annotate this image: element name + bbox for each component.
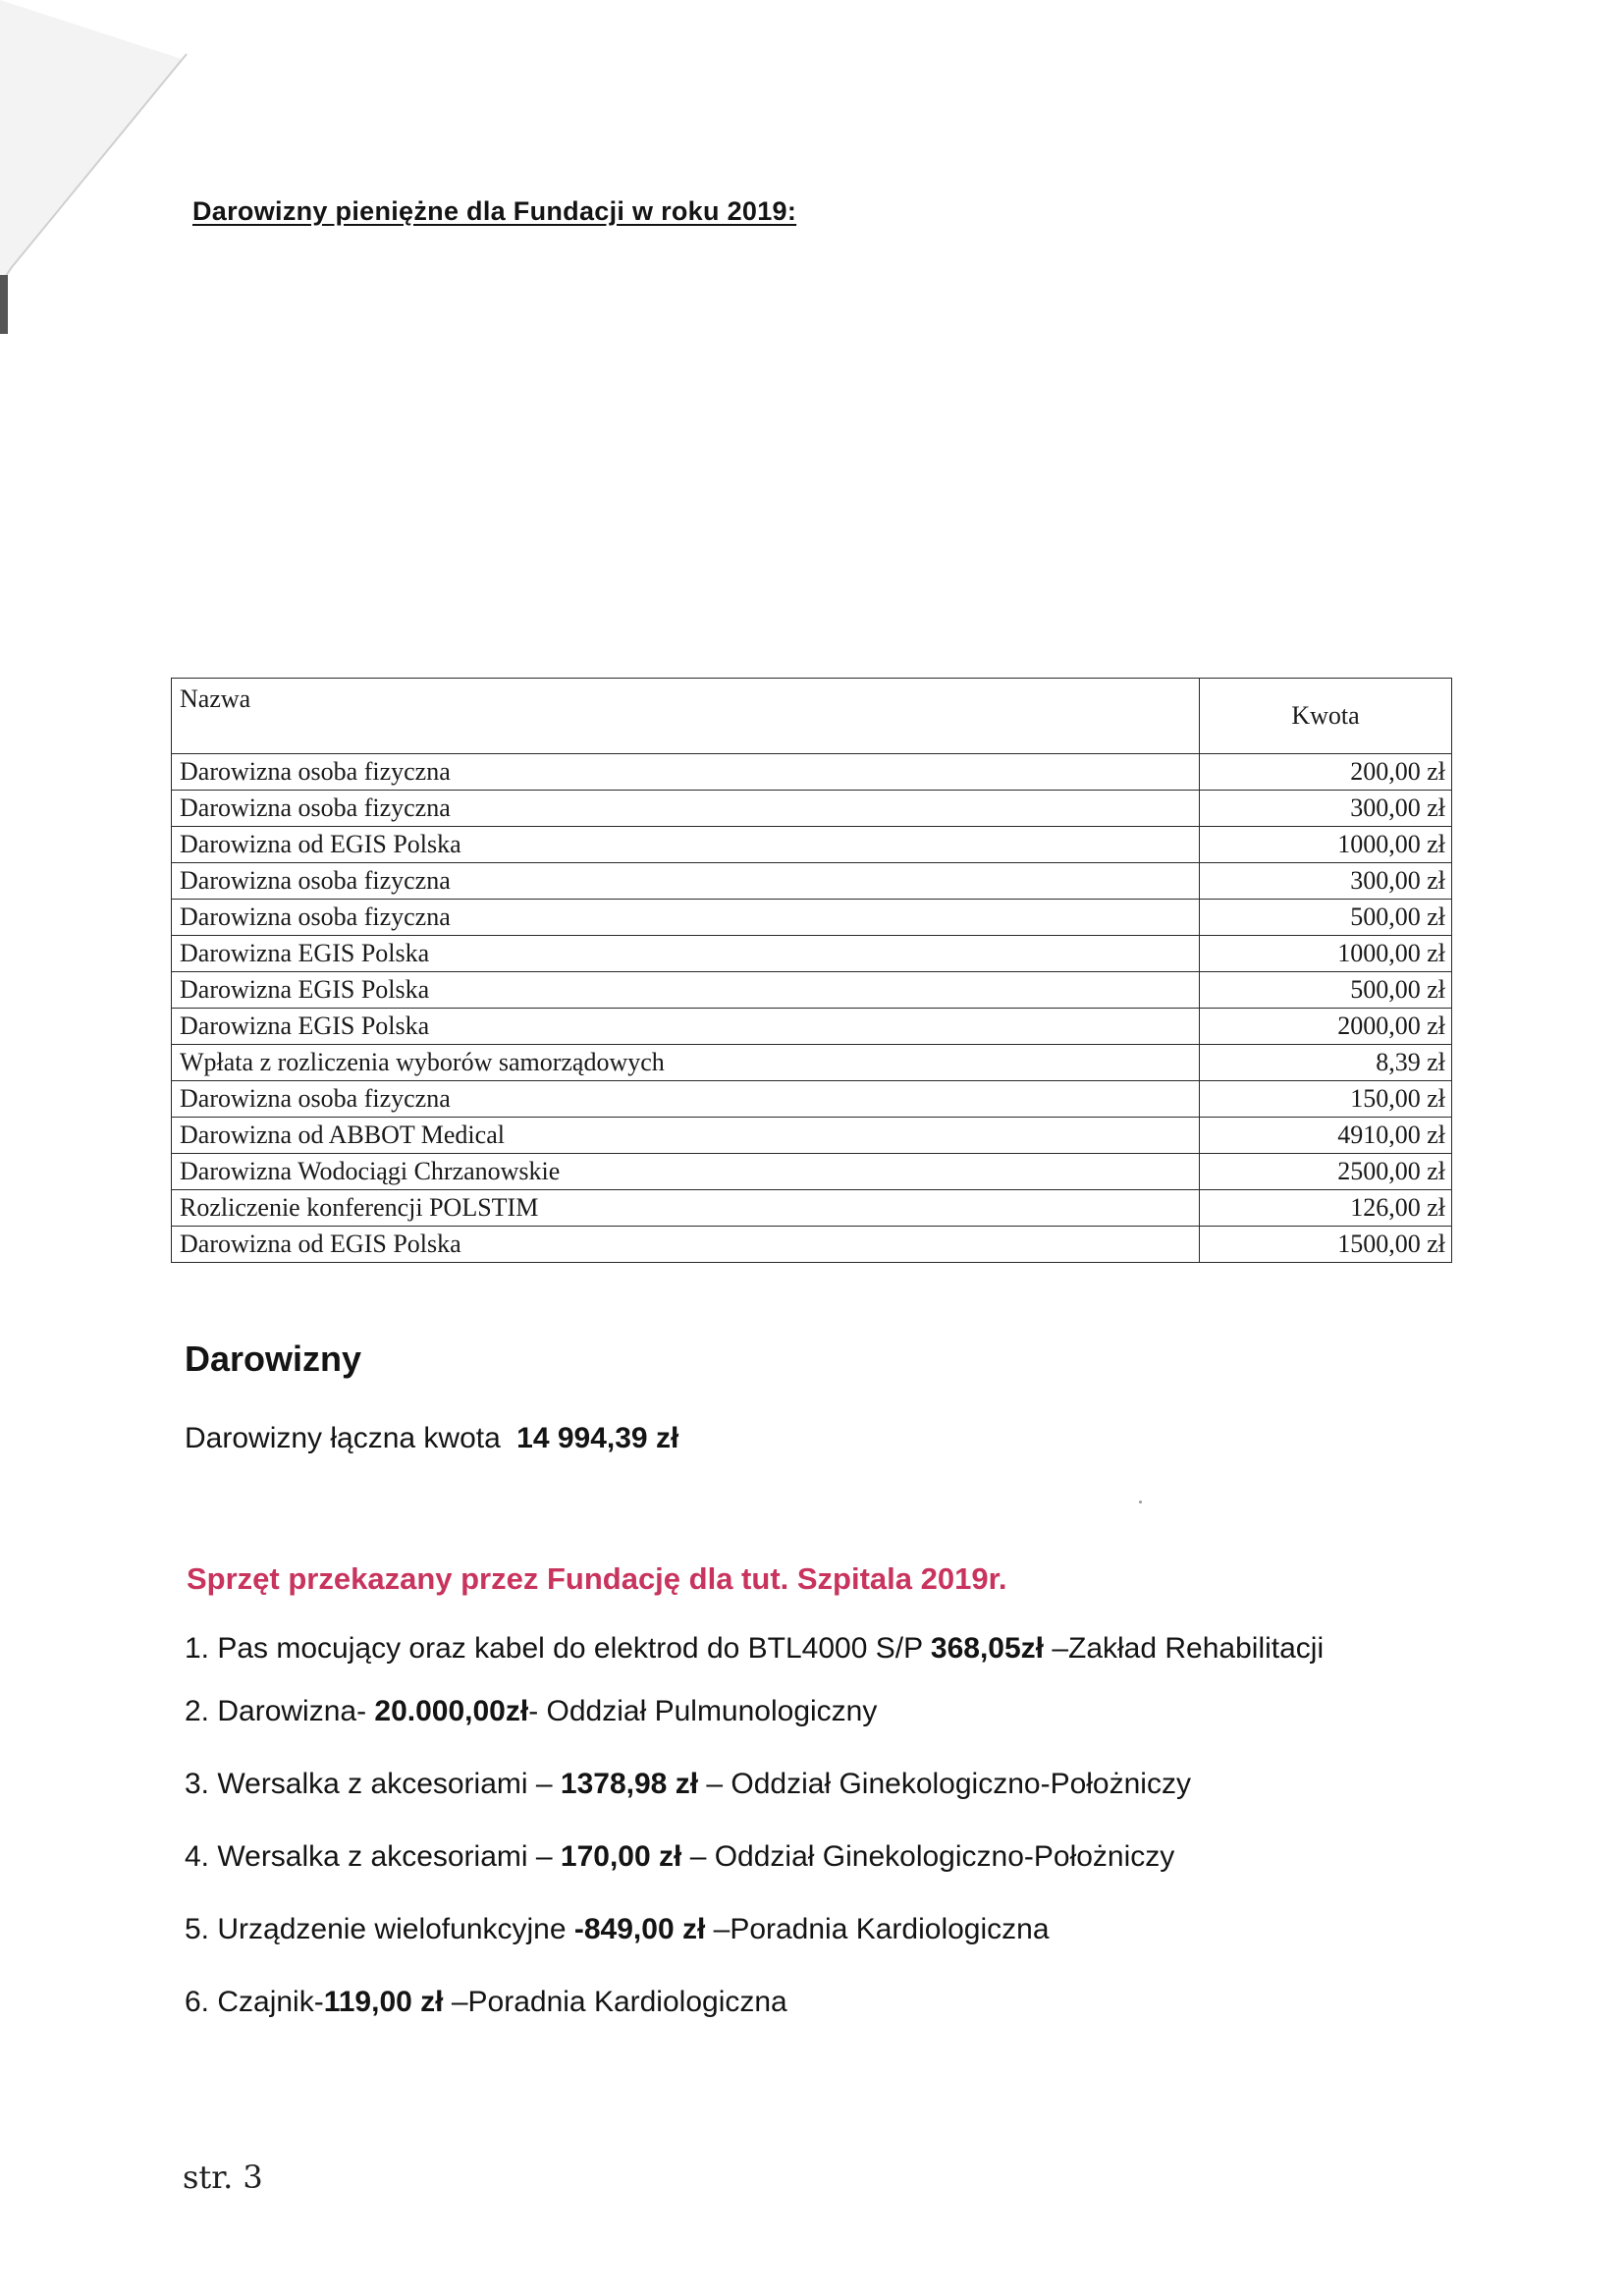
table-row [172, 791, 1452, 827]
row-name: Darowizna EGIS Polska [172, 936, 1200, 972]
equipment-heading: Sprzęt przekazany przez Fundację dla tut. Szpitala 2019r. [187, 1561, 1007, 1596]
row-amount: 300,00 zł [1200, 791, 1452, 827]
item-text: 6. Czajnik- [185, 1986, 324, 2018]
row-name: Darowizna osoba fizyczna [172, 863, 1200, 900]
row-name: Darowizna EGIS Polska [172, 1009, 1200, 1045]
item-destination: – Oddział Ginekologiczno-Położniczy [698, 1768, 1191, 1800]
total-line [185, 1422, 678, 1455]
table-row [172, 1227, 1452, 1263]
list-item [185, 1630, 1363, 1667]
item-amount: -849,00 zł [573, 1913, 706, 1945]
scan-edge-shadow [0, 0, 196, 334]
page-number: str. 3 [183, 2159, 263, 2196]
total-label: Darowizny łączna kwota [185, 1422, 501, 1454]
row-amount: 1000,00 zł [1200, 827, 1452, 863]
table-row [172, 936, 1452, 972]
table-row [172, 1154, 1452, 1190]
item-destination: –Poradnia Kardiologiczna [705, 1913, 1050, 1945]
row-amount: 126,00 zł [1200, 1190, 1452, 1227]
row-name: Darowizna EGIS Polska [172, 972, 1200, 1009]
row-name: Darowizna Wodociągi Chrzanowskie [172, 1154, 1200, 1190]
row-amount: 300,00 zł [1200, 863, 1452, 900]
item-amount: 1378,98 zł [560, 1768, 699, 1800]
row-amount: 2000,00 zł [1200, 1009, 1452, 1045]
row-name: Wpłata z rozliczenia wyborów samorządowych [172, 1045, 1200, 1081]
page-title: Darowizny pieniężne dla Fundacji w roku 2019: [192, 196, 797, 226]
table-row [172, 1190, 1452, 1227]
row-name: Darowizna osoba fizyczna [172, 791, 1200, 827]
table-row [172, 863, 1452, 900]
row-amount: 200,00 zł [1200, 754, 1452, 791]
row-name: Darowizna osoba fizyczna [172, 1081, 1200, 1118]
item-amount: 119,00 zł [323, 1986, 444, 2018]
list-item [185, 1838, 1363, 1876]
total-value: 14 994,39 zł [516, 1422, 679, 1454]
scan-speck [1139, 1501, 1142, 1503]
item-destination: –Poradnia Kardiologiczna [443, 1986, 787, 2018]
table-header-row [172, 679, 1452, 754]
item-destination: –Zakład Rehabilitacji [1043, 1632, 1325, 1665]
table-row [172, 1118, 1452, 1154]
row-name: Rozliczenie konferencji POLSTIM [172, 1190, 1200, 1227]
item-text: 2. Darowizna- [185, 1695, 375, 1727]
list-item [185, 1766, 1363, 1803]
table-row [172, 1081, 1452, 1118]
row-amount: 1000,00 zł [1200, 936, 1452, 972]
row-amount: 2500,00 zł [1200, 1154, 1452, 1190]
row-name: Darowizna od ABBOT Medical [172, 1118, 1200, 1154]
row-name: Darowizna od EGIS Polska [172, 1227, 1200, 1263]
list-item [185, 1911, 1363, 1948]
table-row [172, 827, 1452, 863]
item-amount: 368,05zł [930, 1632, 1044, 1665]
row-amount: 1500,00 zł [1200, 1227, 1452, 1263]
header-amount: Kwota [1200, 679, 1452, 754]
row-amount: 4910,00 zł [1200, 1118, 1452, 1154]
row-amount: 150,00 zł [1200, 1081, 1452, 1118]
table-row [172, 972, 1452, 1009]
row-amount: 8,39 zł [1200, 1045, 1452, 1081]
equipment-list [185, 1630, 1363, 2056]
donations-table [171, 678, 1452, 1263]
item-text: 3. Wersalka z akcesoriami – [185, 1768, 561, 1800]
item-text: 4. Wersalka z akcesoriami – [185, 1840, 561, 1873]
item-text: 5. Urządzenie wielofunkcyjne [185, 1913, 574, 1945]
item-amount: 20.000,00zł [374, 1695, 529, 1727]
item-destination: - Oddział Pulmunologiczny [528, 1695, 878, 1727]
row-name: Darowizna osoba fizyczna [172, 754, 1200, 791]
table-row [172, 754, 1452, 791]
table-row [172, 1009, 1452, 1045]
row-name: Darowizna osoba fizyczna [172, 900, 1200, 936]
row-name: Darowizna od EGIS Polska [172, 827, 1200, 863]
row-amount: 500,00 zł [1200, 900, 1452, 936]
item-text: 1. Pas mocujący oraz kabel do elektrod do BTL4000 S/P [185, 1632, 931, 1665]
list-item [185, 1693, 1363, 1730]
summary-heading: Darowizny [185, 1339, 362, 1379]
header-name: Nazwa [172, 679, 1200, 754]
table-row [172, 900, 1452, 936]
item-amount: 170,00 zł [560, 1840, 682, 1873]
table-row [172, 1045, 1452, 1081]
item-destination: – Oddział Ginekologiczno-Położniczy [681, 1840, 1175, 1873]
list-item [185, 1984, 1363, 2021]
row-amount: 500,00 zł [1200, 972, 1452, 1009]
